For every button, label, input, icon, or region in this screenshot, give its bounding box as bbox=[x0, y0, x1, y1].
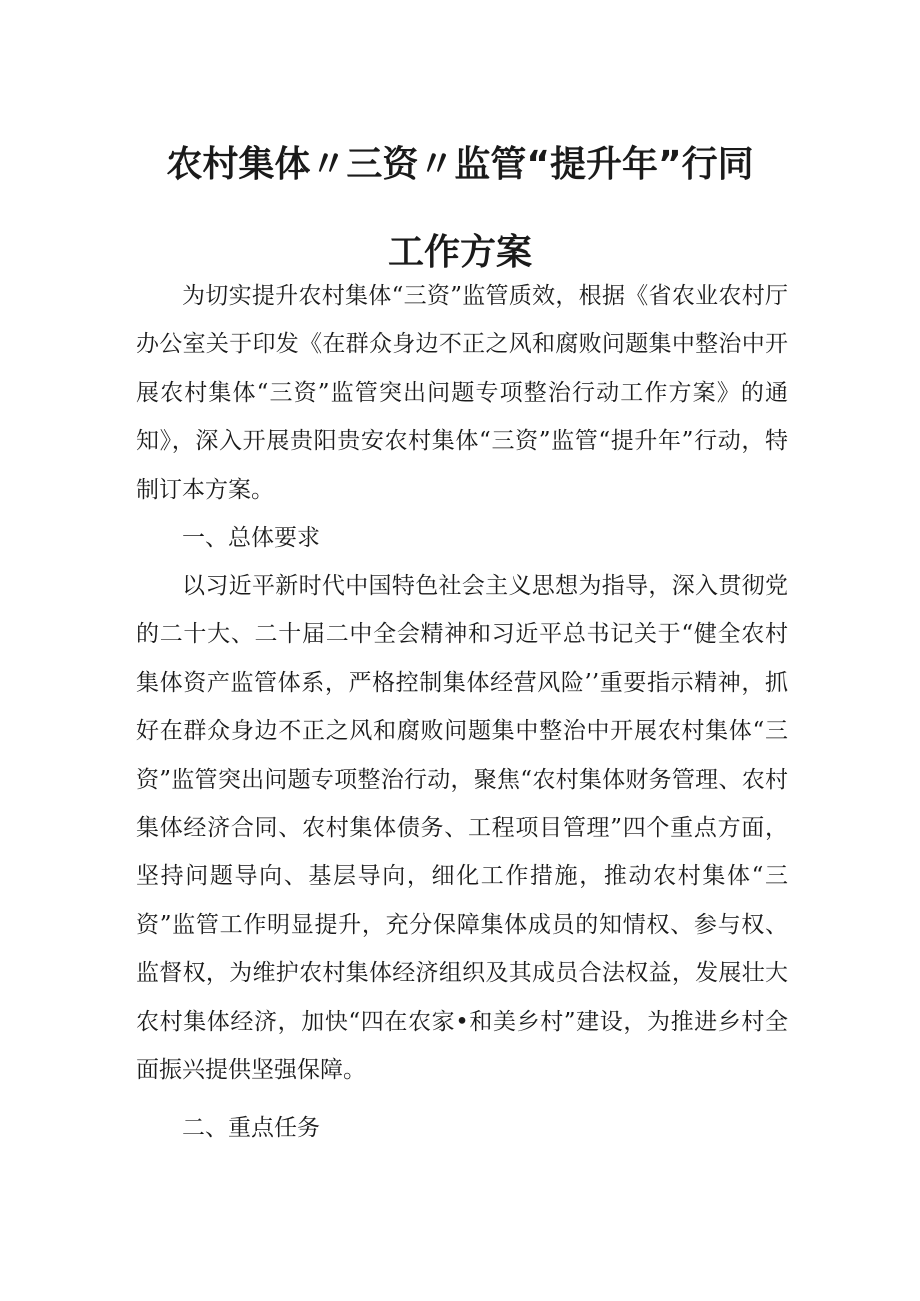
intro-paragraph: 为切实提升农村集体“三资”监管质效，根据《省农业农村厅办公室关于印发《在群众身边不正之风和腐败问题集中整治中开展农村集体“三资”监管突出问题专项整治行动工作方案》的通知》，深入开展贵阳贵安农村集体“三资”监管“提升年”行动，特制订本方案。 bbox=[136, 283, 788, 503]
section-2-heading-block bbox=[136, 1104, 788, 1152]
section-1-body-block bbox=[136, 562, 788, 1094]
document-title-line-2: 工作方案 bbox=[387, 232, 532, 273]
section-2-heading: 二、重点任务 bbox=[182, 1115, 320, 1141]
section-1-heading-block bbox=[136, 514, 788, 562]
section-1-heading: 一、总体要求 bbox=[182, 525, 320, 551]
intro-paragraph-block bbox=[136, 272, 788, 514]
document-title-line-1: 农村集体〃三资〃监管“提升年”行同 bbox=[166, 144, 754, 185]
section-1-paragraph: 以习近平新时代中国特色社会主义思想为指导，深入贯彻党的二十大、二十届二中全会精神和习近平总书记关于“健全农村集体资产监管体系，严格控制集体经营风险’’重要指示精神，抓好在群众身边不正之风和腐败问题集中整治中开展农村集体“三资”监管突出问题专项整治行动，聚焦“农村集体财务管理、农村集体经济合同、农村集体债务、工程项目管理”四个重点方面，坚持问题导向、基层导向，细化工作措施，推动农村集体“三资”监管工作明显提升，充分保障集体成员的知情权、参与权、监督权，为维护农村集体经济组织及其成员合法权益，发展壮大农村集体经济，加快“四在农家•和美乡村”建设，为推进乡村全面振兴提供坚强保障。 bbox=[136, 573, 788, 1084]
